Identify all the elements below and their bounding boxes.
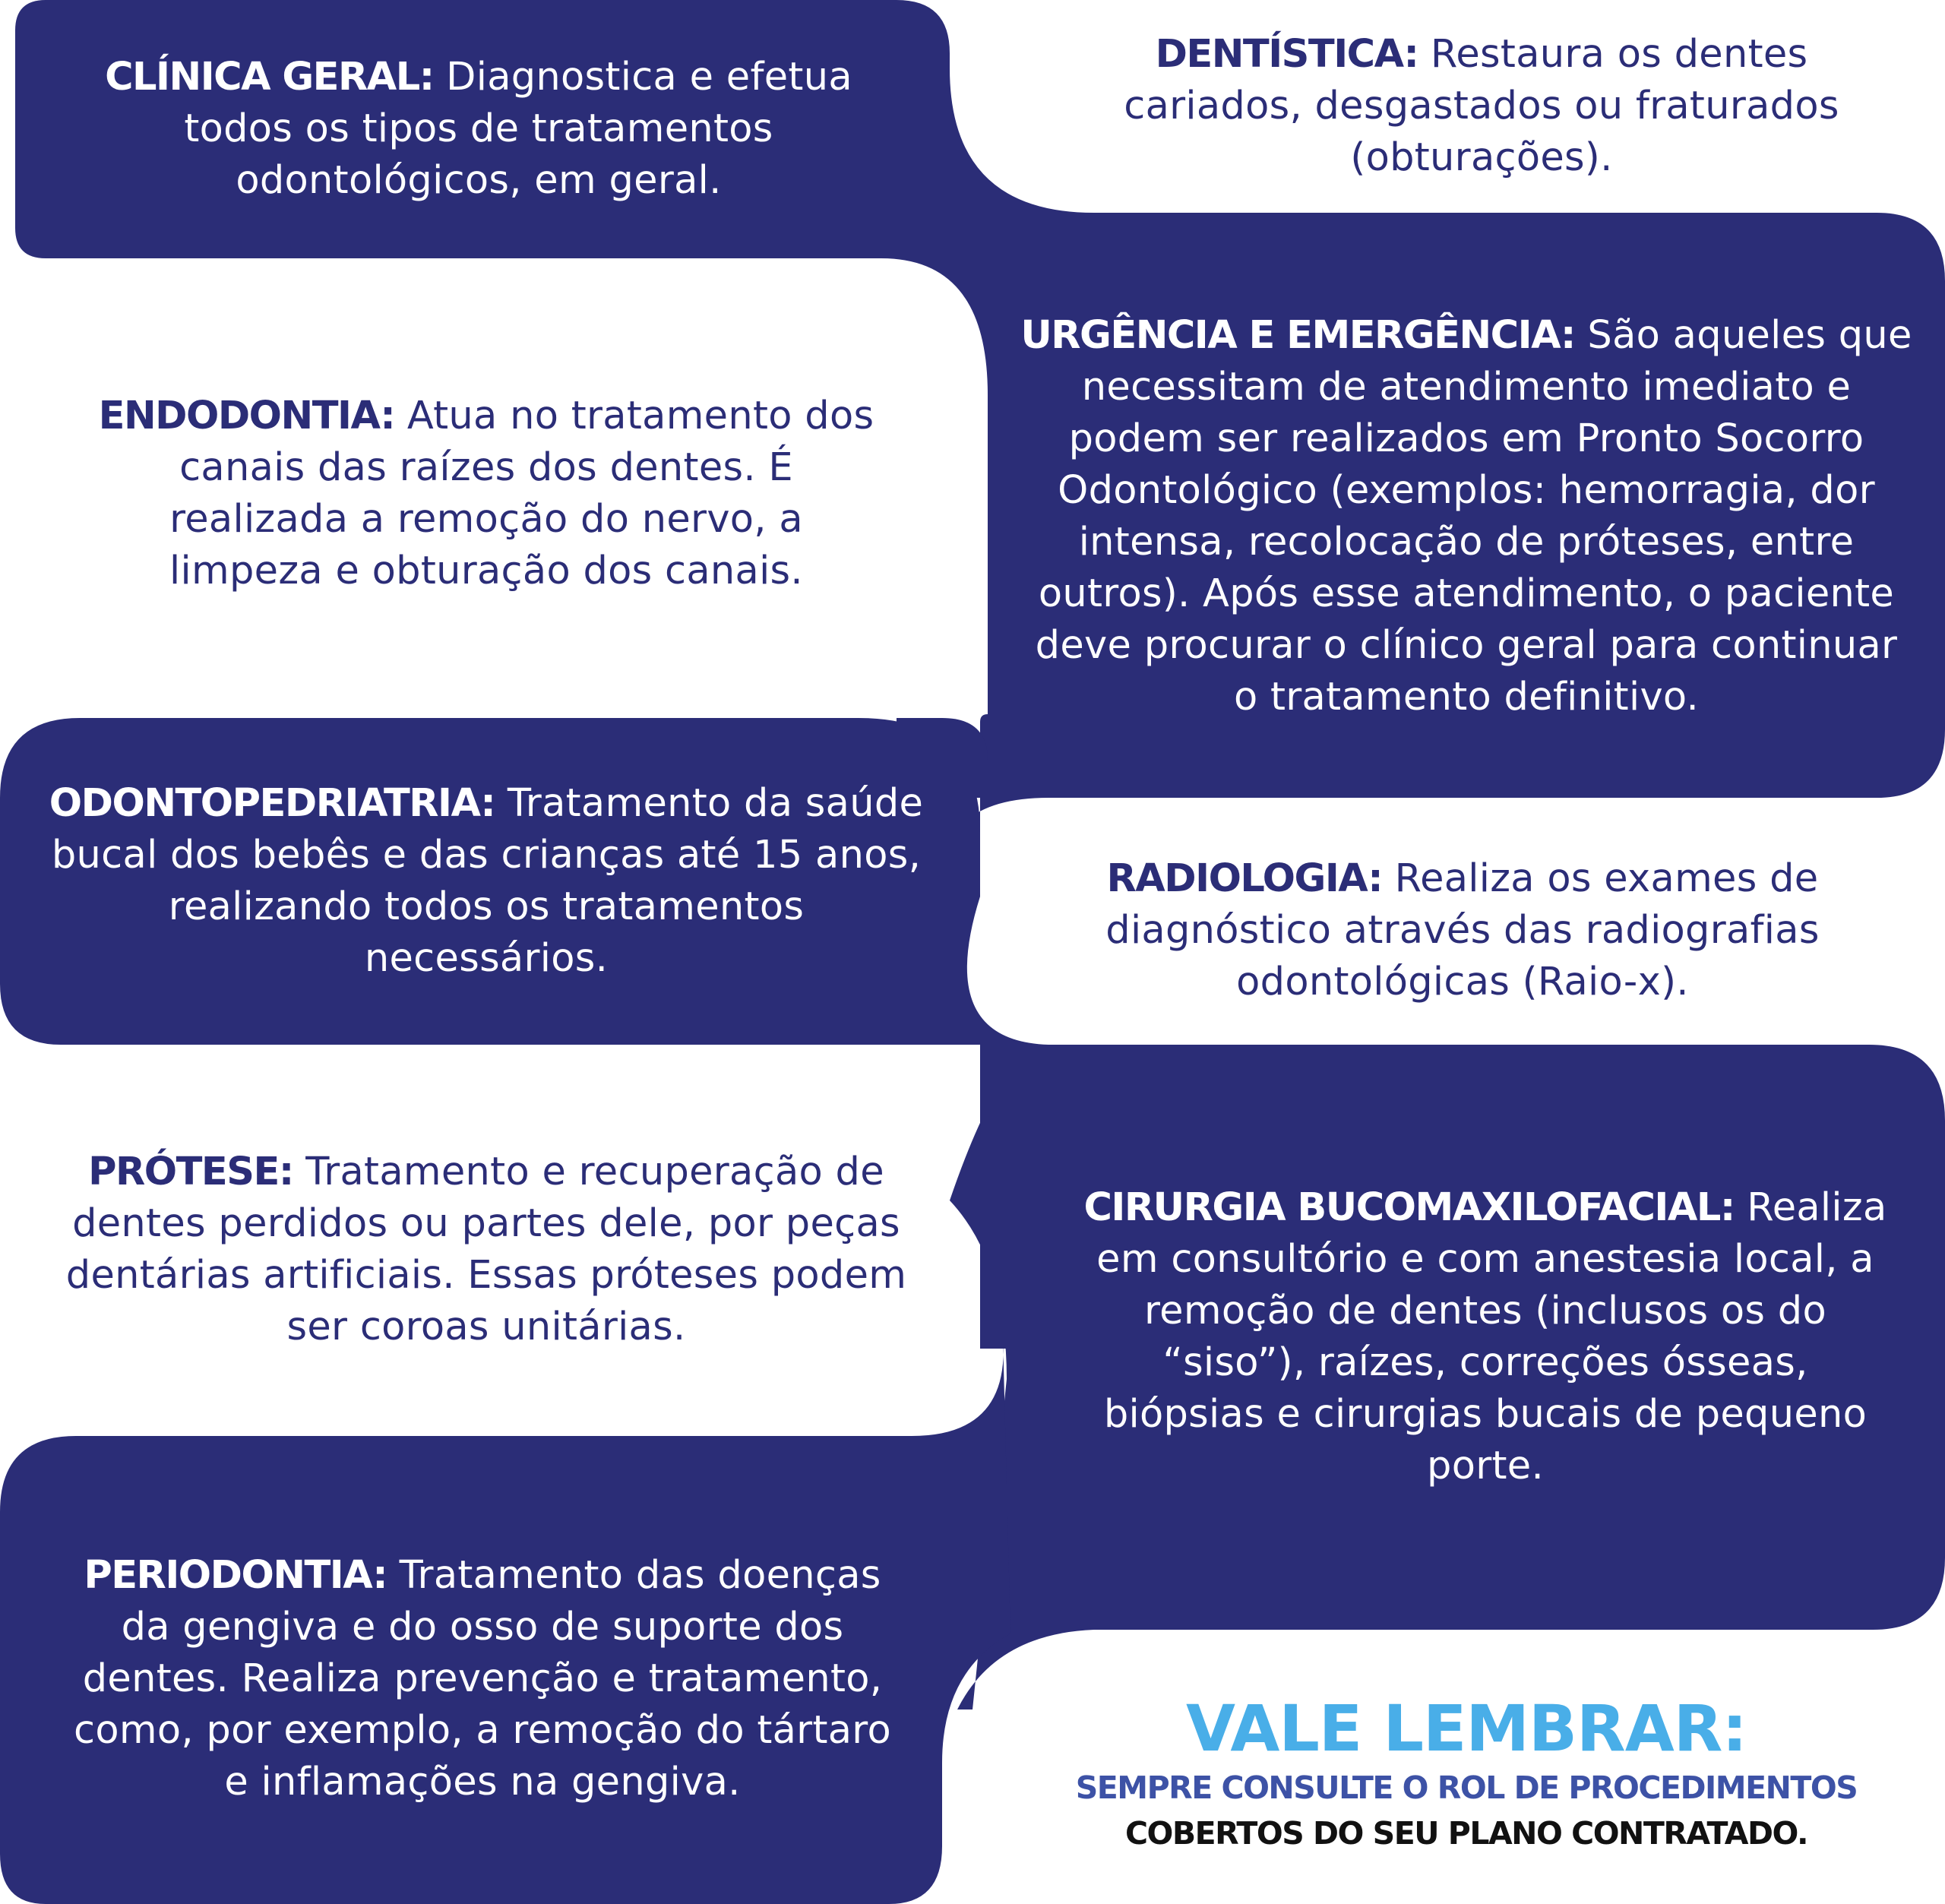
urgencia-label: URGÊNCIA E EMERGÊNCIA:	[1020, 313, 1575, 358]
endodontia-label: ENDODONTIA:	[98, 394, 395, 438]
protese-label: PRÓTESE:	[88, 1150, 293, 1194]
item-radiologia	[1041, 836, 1884, 1026]
odontopediatria-label: ODONTOPEDRIATRIA:	[49, 781, 495, 826]
dentistica-text: Restaura os dentes cariados, desgastados ou fraturados (obturações).	[1124, 32, 1839, 180]
periodontia-text: Tratamento das doenças da gengiva e do osso de suporte dos dentes. Realiza prevenção e tratamento, como, por exemplo, a remoção do tártaro e inflamações na gengiva.	[74, 1553, 891, 1804]
radiologia-text: Realiza os exames de diagnóstico através das radiografias odontológicas (Raio-x).	[1105, 856, 1820, 1004]
reminder-line-2: COBERTOS DO SEU PLANO CONTRATADO.	[1124, 1815, 1808, 1852]
urgencia-text: São aqueles que necessitam de atendimento imediato e podem ser realizados em Pronto Socorro Odontológico (exemplos: hemorragia, dor intensa, recolocação de próteses, entre outros). Após esse atendimento, o paciente deve procurar o clínico geral para continuar o tratamento definitivo.	[1035, 313, 1912, 720]
item-endodontia	[76, 365, 897, 623]
clinica-geral-label: CLÍNICA GERAL:	[105, 55, 434, 100]
item-periodontia	[68, 1504, 897, 1854]
dentistica-label: DENTÍSTICA:	[1155, 32, 1418, 77]
item-protese	[61, 1124, 912, 1375]
reminder-block	[1033, 1687, 1899, 1861]
reminder-line-1: SEMPRE CONSULTE O ROL DE PROCEDIMENTOS	[1075, 1770, 1858, 1806]
clinica-geral-text: Diagnostica e efetua todos os tipos de tratamentos odontológicos, em geral.	[184, 55, 852, 203]
reminder-title: VALE LEMBRAR:	[1186, 1691, 1747, 1766]
endodontia-text: Atua no tratamento dos canais das raízes dos dentes. É realizada a remoção do nervo, a limpeza e obturação dos canais.	[169, 394, 874, 593]
item-urgencia-emergencia	[1018, 251, 1915, 783]
protese-text: Tratamento e recuperação de dentes perdidos ou partes dele, por peças dentárias artificiais. Essas próteses podem ser coroas unitárias.	[65, 1150, 907, 1349]
odontopediatria-text: Tratamento da saúde bucal dos bebês e das crianças até 15 anos, realizando todos os tratamentos necessários.	[51, 781, 924, 981]
item-odontopediatria	[46, 767, 927, 995]
item-dentistica	[1079, 19, 1884, 194]
cirurgia-text: Realiza em consultório e com anestesia local, a remoção de dentes (inclusos os do “siso”), raízes, correções ósseas, biópsias e cirurgias bucais de pequeno porte.	[1096, 1185, 1887, 1488]
radiologia-label: RADIOLOGIA:	[1106, 856, 1383, 901]
cirurgia-label: CIRURGIA BUCOMAXILOFACIAL:	[1083, 1185, 1735, 1230]
item-clinica-geral	[53, 23, 904, 236]
right-panel-gap-fill	[980, 1045, 1071, 1349]
periodontia-label: PERIODONTIA:	[84, 1553, 387, 1598]
item-cirurgia-bucomaxilofacial	[1079, 1140, 1892, 1535]
